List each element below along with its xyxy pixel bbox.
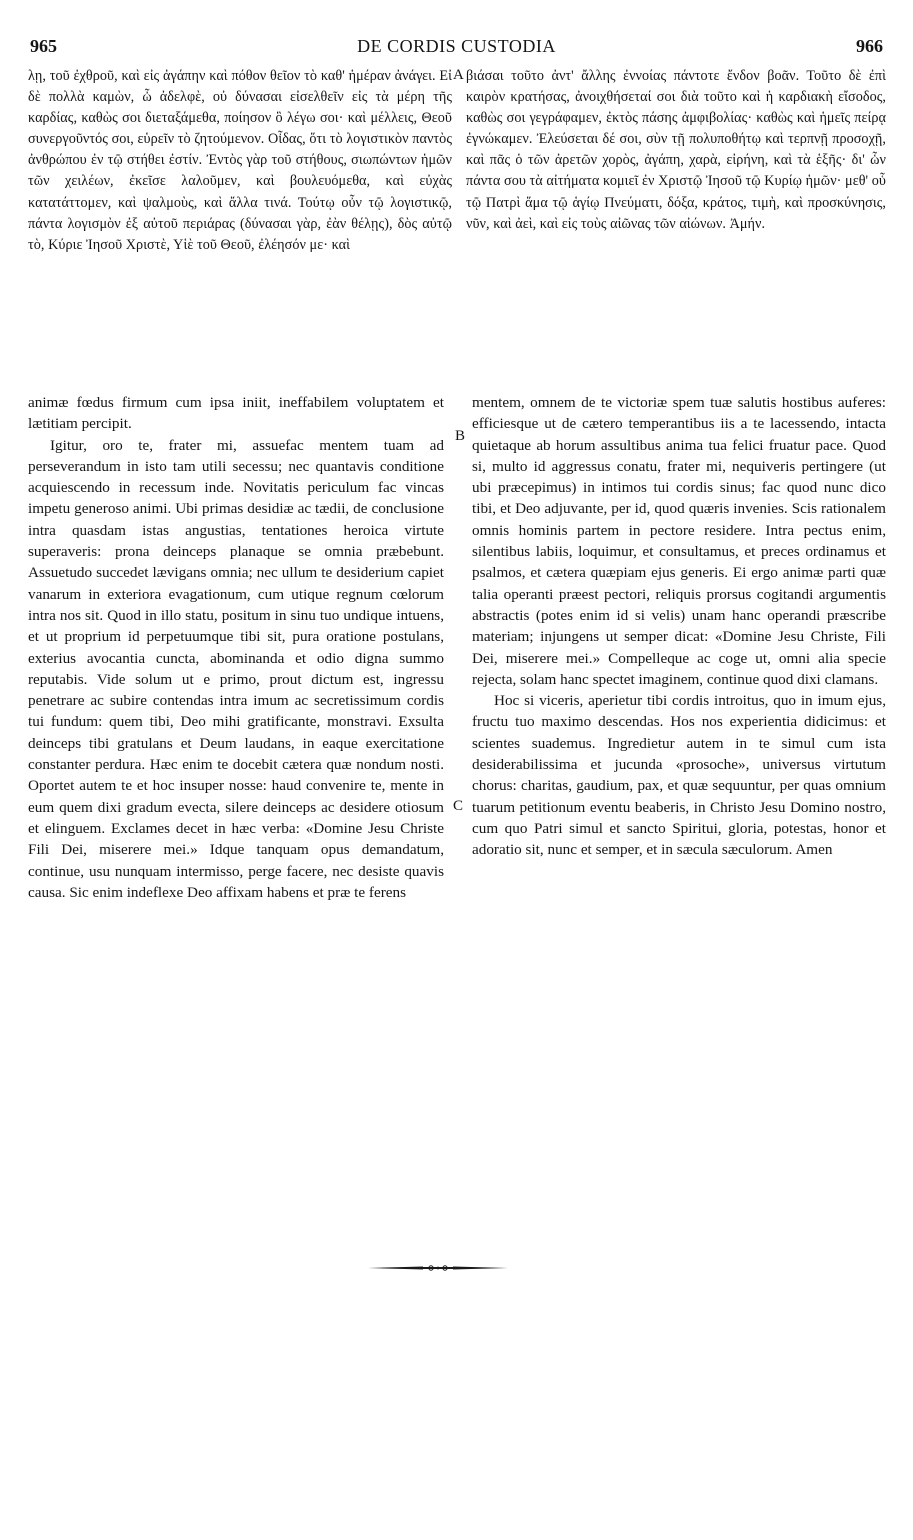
margin-letter-a: A [453, 67, 464, 83]
greek-text-left: λῃ, τοῦ ἐχθροῦ, καὶ εἰς ἀγάπην καὶ πόθον θεῖον τὸ καθ' ἡμέραν ἀνάγει. Εἰ δὲ πολλὰ καμὼν, ὦ ἀδελφὲ, οὐ δύνασαι εἰσελθεῖν εἰς τὰ μέρη τῆς καρδίας, καθὼς σοι διεταξάμεθα, ποίησον ὃ λέγω σοι· καὶ μέλλεις, Θεοῦ συνεργοῦντός σοι, εὑρεῖν τὸ ζητούμενον. Οἶδας, ὅτι τὸ λογιστικὸν παντὸς ἀνθρώπου ἐν τῷ στήθει ἐστίν. Ἐντὸς γὰρ τοῦ στήθους, σιωπώντων ἡμῶν τῶν χειλέων, ἐκεῖσε λαλοῦμεν, καὶ βουλευόμεθα, καὶ εὐχὰς κατατάττομεν, καὶ ψαλμοὺς, καὶ ἄλλα τινά. Τούτῳ οὖν τῷ λογιστικῷ, πάντα λογισμὸν ἐξ αὐτοῦ περιάρας (δύνασαι γὰρ, ἐὰν θέλῃς), δὸς αὐτῷ τὸ, Κύριε Ἰησοῦ Χριστὲ, Υἱὲ τοῦ Θεοῦ, ἐλέησόν με· καὶ [28, 68, 452, 253]
greek-column-left [28, 66, 452, 346]
page-header [30, 36, 883, 62]
page-number-right: 966 [856, 36, 883, 56]
latin-paragraph: mentem, omnem de te victoriæ spem tuæ salutis hostibus auferes: efficiesque ut de cætero temperantibus iis a te lacessendo, intacta quietaque ab horum assultibus anima tua felici fruatur pace. Quod si, multo id aggressus conatu, frater mi, nequiveris pertingere (ut ubi præcepimus) in intimos tui cordis sinus; fac quod nunc dico tibi, et Deo adjuvante, per id, quod quæris invenies. Scis rationalem omnis hominis partem in pectore residere. Intra pectus enim, silentibus labiis, loquimur, et consultamus, et preces ordinamus et psalmos, et cætera quæpiam ejus generis. Ei ergo animæ parti quæ talia operanti præest pectori, reliquis prorsus cogitandi argumentis abstractis (potes enim id si velis) unam hanc operandi præscribe materiam; injungens ut semper dicat: «Domine Jesu Christe, Fili Dei, miserere mei.» Compelleque ac coge ut, omni alia specie rejecta, solam hanc spectet imaginem, continue quod dixi clamans. [472, 394, 886, 688]
tailpiece-ornament [368, 1264, 508, 1272]
page-number-left: 965 [30, 36, 57, 56]
latin-paragraph: Igitur, oro te, frater mi, assuefac mentem tuam ad perseverandum in isto tam utili secessu; nec quantavis conditione acquiescendo in recessum inde. Novitatis periculum fac vincas impetu generoso animi. Ubi primas desidiæ ac tædii, de conclusione intra quasdam istas angustias, tentationes heroica virtute superaveris: prona deinceps planaque se omnia præbebunt. Assuetudo succedet lævigans omnia; nec ullum te desiderium capiet vanarum in exteriora evagationum, cum utique regnum cœlorum intra nos sit. Quod in illo statu, positum in sinu tuo undique intuens, et ut proprium id perpetuumque tibi sit, pura oratione postulans, exterius avocantia cuncta, abominanda et odio digna summo reputabis. Vide solum ut e primo, prout dictum est, ingressu penetrare ac subire contendas intra imum ac secretissimum cordis tui fundum: quem tibi, Deo mihi gratificante, monstravi. Exsulta deinceps tibi gratulans et Deum laudans, in eaque exercitatione constanter perdura. Hæc enim te docebit cætera quæ nondum nosti. Oportet autem te et hoc insuper nosse: haud convenire te, mente in eum quem dixi gradum evecta, silere deinceps ac desidere otiosum et elinguem. Exclames decet in hæc verba: «Domine Jesu Christe Fili Dei, miserere mei.» Idque tanquam opus demandatum, continue, usu nunquam intermisso, perge facere, nec desiste quavis causa. Sic enim indeflexe Deo affixam habens et præ te ferens [28, 436, 444, 901]
margin-letter-b: B [455, 428, 466, 444]
greek-text-right: βιάσαι τοῦτο ἀντ' ἄλλης ἐννοίας πάντοτε ἔνδον βοᾶν. Τοῦτο δὲ ἐπὶ καιρὸν κρατήσας, ἀνοιχθήσεταί σοι διὰ τοῦτο καὶ ἡ καρδιακὴ εἴσοδος, καθὼς σοι γεγράφαμεν, ἐκτὸς πάσης ἀμφιβολίας· καθὼς καὶ ἡμεῖς πείρᾳ ἐγνώκαμεν. Ἐλεύσεται δέ σοι, σὺν τῇ πολυποθήτῳ καὶ τερπνῇ προσοχῇ, καὶ πᾶς ὁ τῶν ἀρετῶν χορὸς, ἀγάπη, χαρὰ, εἰρήνη, καὶ τὰ ἑξῆς· δι' ὧν πάντα σου τὰ αἰτήματα κομιεῖ ἐν Χριστῷ Ἰησοῦ τῷ Κυρίῳ ἡμῶν· μεθ' οὗ τῷ Πατρὶ ἅμα τῷ ἁγίῳ Πνεύματι, δόξα, κράτος, τιμὴ, καὶ προσκύνησις, νῦν, καὶ ἀεὶ, καὶ εἰς τοὺς αἰῶνας τῶν αἰώνων. Ἀμήν. [466, 68, 886, 232]
latin-paragraph: Hoc si viceris, aperietur tibi cordis introitus, quo in imum ejus, fructu tuo maximo descendas. Hos nos experientia didicimus: et scientes suademus. Ingredietur autem in te simul cum ista desiderabilissima et jucunda «prosoche», universus virtutum chorus: charitas, gaudium, pax, et quæ sequuntur, per quas omnium tuarum petitionum eventu beaberis, in Christo Jesu Domino nostro, cum quo Patri simul et sancto Spiritui, gloria, potestas, honor et adoratio sit, nunc et semper, et in sæcula sæculorum. Amen [472, 692, 886, 859]
running-title: DE CORDIS CUSTODIA [357, 36, 556, 56]
latin-paragraph: animæ fœdus firmum cum ipsa iniit, ineffabilem voluptatem et lætitiam percipit. [28, 394, 444, 433]
greek-column-right [466, 66, 886, 346]
margin-letter-c: C [453, 798, 464, 814]
latin-column-left [28, 392, 444, 1132]
latin-column-right [472, 392, 886, 859]
